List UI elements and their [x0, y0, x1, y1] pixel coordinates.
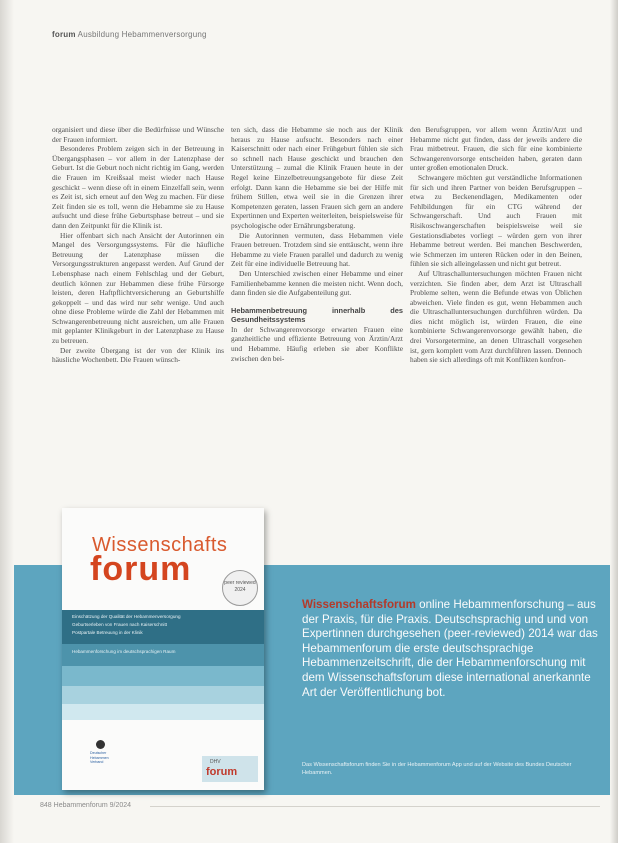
paragraph: In der Schwangerenvorsorge erwarten Frauen eine ganzheitliche und effiziente Betreuung von Ärztin/Arzt und Hebamme. Häufig erleben sie aber Konflikte zwischen den bei- [231, 324, 403, 363]
logo-text: Deutscher Hebammen Verband [90, 751, 109, 764]
page-spine-shadow [0, 0, 14, 843]
cover-stripe [62, 666, 264, 686]
text-column-2 [231, 125, 403, 477]
ad-footnote: Das Wissenschaftsforum finden Sie in der Hebammenforum App und auf der Website des Bundes Deutscher Hebammen. [302, 762, 572, 776]
ad-description: online Hebammenforschung – aus der Praxis, für die Praxis. Deutschsprachig und und von Expertinnen durchgesehen (peer-reviewed) 2014 war das Hebammenforum die erste deutschsprachige Hebammenzeitschrift, die der Hebammenforschung mit dem Wissenschaftsforum diese international anerkannte Art der Veröffentlichung bot. [302, 598, 598, 699]
page-number: 848 [40, 802, 52, 809]
text-column-3 [410, 125, 582, 477]
cover-headline: Hebammenforschung im deutschsprachigen Raum [72, 649, 176, 654]
cover-headline: Postpartale Betreuung in der Klinik [72, 630, 143, 635]
ad-brand: Wissenschaftsforum [302, 598, 416, 611]
cover-title-top: Wissenschafts [92, 534, 228, 556]
journal-name: Hebammenforum 9/2024 [53, 802, 132, 809]
cover-brand-main: forum [206, 766, 238, 778]
header-topic: Ausbildung Hebammenversorgung [77, 30, 207, 39]
section-subheading: Hebammenbetreuung innerhalb des Gesundheitssystems [231, 305, 403, 325]
paragraph: Schwangere möchten gut verständliche Informationen für sich und ihren Partner von beiden Berufsgruppen – etwa zu Beckenendlagen, Medikamenten oder Fehlbildungen für ein CTG während der Schwangerschaft. Und auch Frauen mit Risikoschwangerschaften beispielsweise weil sie Gestationsdiabetes vorliegt – würden gern von ihrer Hebamme betreut werden. Bei manchen Beschwerden, wie Schmerzen im unteren Rücken oder in den Beinen, fühlen sie sich alleingelassen und nicht gut betreut. [410, 172, 582, 269]
journal-cover-image [62, 508, 264, 790]
page-header [52, 30, 207, 39]
cover-headline: Einschätzung der Qualität der Hebammenversorgung [72, 614, 181, 619]
header-section: forum [52, 30, 76, 39]
cover-brand-small: DHV [210, 759, 221, 765]
cover-title-main: forum [90, 550, 192, 588]
cover-stripe [62, 704, 264, 720]
page-edge-shadow [610, 0, 618, 843]
paragraph: Die Autorinnen vermuten, dass Hebammen viele Frauen betreuen. Trotzdem sind sie enttäuscht, wenn ihre Hebamme zu viele Frauen parallel und dadurch zu wenig Zeit für eine individuelle Betreuung hat. [231, 230, 403, 269]
cover-badge: peer reviewed 2024 [222, 570, 258, 606]
paragraph: den Berufsgruppen, vor allem wenn Ärztin/Arzt und Hebamme nicht gut finden, dass der jeweils andere die Frau mitbetreut. Frauen, die sich für eine kombinierte Schwangerenvorsorge entscheiden haben, geraten dann unter großen emotionalen Druck. [410, 125, 582, 173]
ad-body [302, 598, 602, 700]
cover-brand-box [202, 756, 258, 782]
publisher-logo [90, 740, 118, 762]
paragraph: Auf Ultraschalluntersuchungen möchten Frauen nicht verzichten. Sie finden aber, dem Arzt ist Ultraschall Probleme selten, wenn die Befunde etwas von Üblichen abweichen. Viele finden es gut, wenn Hebammen auch die Ultraschalluntersuchungen durchführen würden. Da dies nicht möglich ist, würden Frauen, die eine kombinierte Schwangerenvorsorge gewählt haben, die drei Vorsorgetermine, an denen Ultraschall vorgesehen ist, gern komplett vom Arzt durchführen lassen. Dennoch haben sie sich allerdings oft mit Konflikten konfron- [410, 268, 582, 365]
paragraph: ten sich, dass die Hebamme sie noch aus der Klinik heraus zu Hause aufsucht. Besonders nach einer Kaiserschnitt oder nach einer Frühgeburt fühlen sie sich so schnell nach Hause geschickt und brauchen den Unterstützung – zumal die Klinik Frauen heute in der Regel keine Einzelbetreuungsangebote für diese Zeit erfolgt. Dann kann die Hebamme sie bei der Hilfe mit frühem Stillen, etwa weil sie in die Grenzen ihrer Kompetenzen geraten, lassen Frauen sich gern an andere Expertinnen und Experten weiterleiten, beispielsweise für psychologische oder Ernährungsberatung. [231, 125, 403, 230]
cover-headline: Geburtserleben von Frauen nach Kaiserschnitt [72, 622, 167, 627]
cover-stripe [62, 644, 264, 666]
cover-stripe [62, 686, 264, 704]
paragraph: Den Unterschied zwischen einer Hebamme und einer Familienhebamme kennen die meisten nicht. Wenn doch, dann finden sie die Aufgabenteilung gut. [231, 268, 403, 298]
logo-mark-icon [96, 740, 105, 749]
text-column-1 [52, 125, 224, 477]
paragraph: Der zweite Übergang ist der von der Klinik ins häusliche Wochenbett. Die Frauen wünsch- [52, 345, 224, 365]
paragraph: organisiert und diese über die Bedürfnisse und Wünsche der Frauen informiert. [52, 125, 224, 144]
paragraph: Hier offenbart sich nach Ansicht der Autorinnen ein Mangel des Versorgungssystems. Für die häufliche Betreuung der Latenzphase müssen die Versorgungsstrukturen angepasst werden. Auf Grund der Lebensphase nach einem Fehlschlag und der Geburt, deutlich können zur Hebammen diese frühe Fürsorge leisten, deren Haftpflichtversicherung an Geburtshilfe gekoppelt – und das wird nur sehr wenige. Und auch ohne diese Probleme würde die Zahl der Hebammen mit Schwangerenbetreuung nicht ausreichen, um alle Frauen mit geplanter Klinikgeburt in der Latenzphase zu Hause zu betreuen. [52, 230, 224, 346]
paragraph: Besonderes Problem zeigen sich in der Betreuung in Übergangsphasen – vor allem in der Latenzphase der Geburt. Ist die Geburt noch nicht richtig im Gang, werden die Frauen im Kreißsaal meist wieder nach Hause geschickt – wenn diese oft in einem Einzelfall sein, wenn es Zeit ist, sich erneut auf den Weg zu machen. Für diese Zeit finden sie es toll, wenn die Hebamme sie zu Hause aufsucht und diese frühe Geburtsphase betreut – und sie dann den Zeitpunkt für die Klinik ist. [52, 144, 224, 230]
page-footer [40, 802, 131, 809]
footer-rule [150, 806, 600, 807]
